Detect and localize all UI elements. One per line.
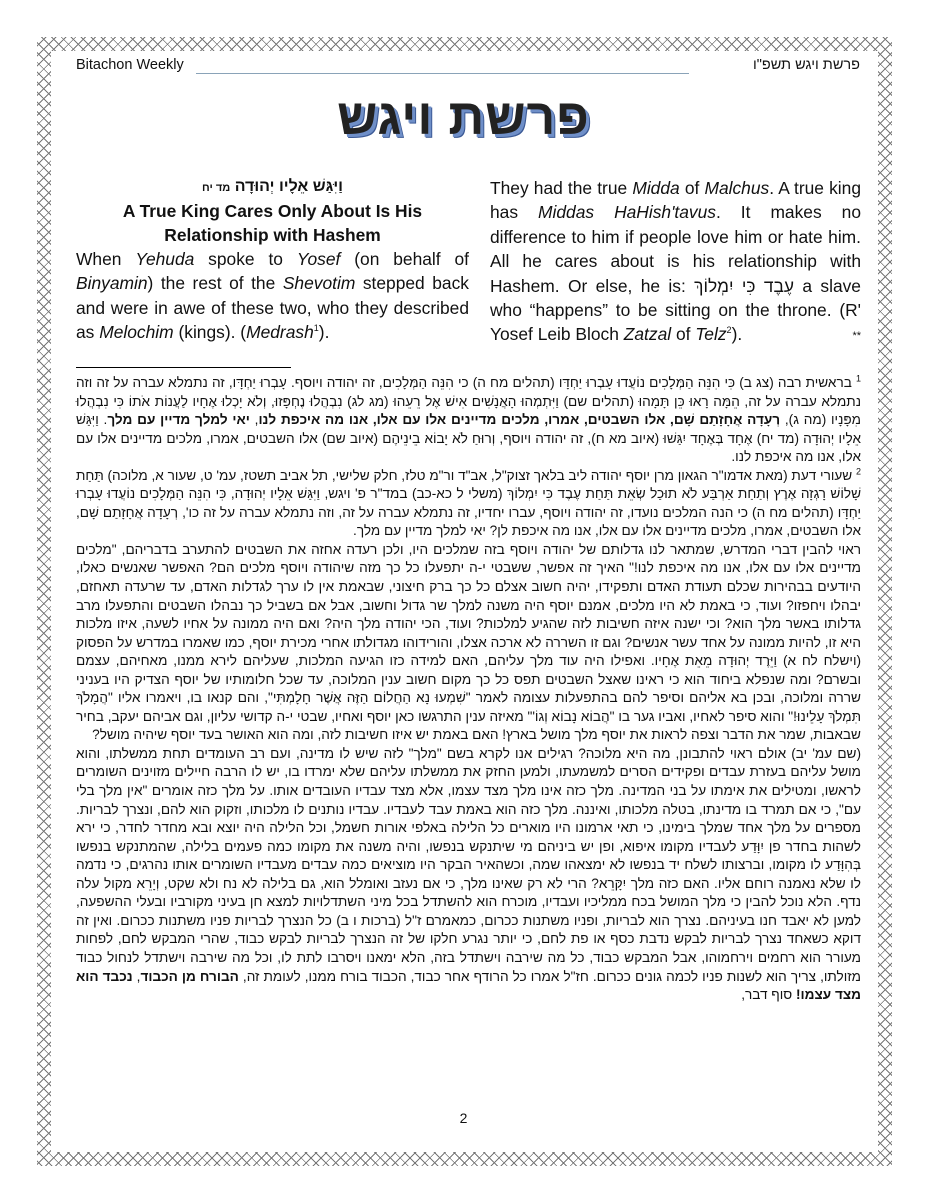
footnote-ref: 1 [855, 373, 861, 384]
text-run: , [249, 412, 259, 428]
footnote-separator [76, 367, 291, 368]
text-run: (kings). ( [173, 322, 247, 343]
text-run: a slave who “happens” to be sitting on the throne. (R' Yosef Leib Bloch [490, 275, 861, 345]
publication-name: Bitachon Weekly [76, 57, 184, 73]
text-run: (on behalf of [340, 249, 469, 269]
text-run: spoke to [194, 249, 297, 269]
footnote-2-continued [76, 541, 861, 745]
article-paragraph-right [490, 176, 861, 347]
page-number: 2 [459, 1110, 468, 1126]
footnote-2-continued [76, 745, 861, 1005]
italic-text: Middas HaHish'tavus [538, 202, 716, 223]
text-run: , [132, 968, 141, 984]
article-heading: A True King Cares Only About Is His Relationship with Hashem [122, 201, 423, 245]
footnote-ref: 2 [855, 466, 861, 477]
text-run: ) the rest of the [147, 273, 283, 294]
verse-heading [76, 176, 469, 199]
italic-text: Midda [632, 178, 680, 198]
verse-text: וַיִּגַּשׁ אֵלָיו יְהוּדָה [234, 178, 343, 195]
text-run: סוף דבר, [741, 987, 796, 1003]
bold-text: נכבד הוא מצד עצמו! [76, 968, 861, 1003]
page-title: פרשת ויגש [337, 89, 590, 145]
text-run: ראוי להבין דברי המדרש, שמתאר לנו גדלותם של יהודה ויוסף בזה שמלכים היו, ולכן רעדה אחזה את השבטים להתערב בדבריהם, "מלכים מדיינים אלו עם אלו, אנו מה איכפת לנו!" האיך זה אפשר, ששבטי י-ה יתפעלו כל כך מזה שיהודה ויוסף מלכים הם? האפשר שאנשים כאלו, היודעים בבהירות שכלם תעודת האדם ותפקידו, יהיה חשוב אצלם כל כך ברק חיצוני, שבאמת אין לו ערך לגדלות האדם, עד שרעדה תאחזם, יבהלו ויחפזו? ועוד, כי באמת לא היו מלכים, אמנם יוסף היה משנה למלך שר גדול וחשוב, אבל אם בשביל כך נבהלו השבטים והתפעלו מרב גדלותו באשר מלך הוא? וכי ישנה איזה חשיבות לזה שהגיע למלכות? ועוד, הכי יהודה מלך היה? ואם היה ממונה על אחיו לשעה, איזו מלכות היא זו, להיות ממונה על אחד עשר אנשים? וגם זו השררה לא ארכה אצלו, והורידוהו מגדולתו אחרי מכירת יוסף, כמו שאמרו במדרש על הפסוק (וישלח לח א) וַיֵּרֶד יְהוּדָה מֵאֵת אֶחָיו. ואפילו היה עוד מלך עליהם, האם למידה כזו הגיעה המלכות, שעליהם לירא ממנו, מאחיהם, עצמם ובשרם? ומה שנפלא ביחוד הוא כי ראינו שאצל השבטים תפס כל כך מקום חשוב ענין המלוכה, עד שכל חלומותיו של יוסף הצדיק היו בעניני שררה ומלוכה, ובכן בא אליהם וסיפר להם בהתפעלות עצומה לאמר "שִׁמְעוּ נָא הַחֲלוֹם הַזֶּה אֲשֶׁר חָלָמְתִּי", והם קנאו בו, ויאמרו אליו "הֲמָלֹךְ תִּמְלֹךְ עָלֵינוּ!" והוא סיפר לאחיו, ואביו גער בו "הֲבוֹא נָבוֹא וְגוֹ'" מאיזה ענין התרגשו כאן יוסף ואחיו, שבטי י-ה קדושי עליון, וגם אביהם יעקב, בחיר שבאבות, שמר את הדבר וצפה לראות את יוסף מלך מושל בארץ! האם באמת יש איזו חשיבות לזה, ומה הוא האושר בעד יוסף שיהיה מושל? [76, 541, 861, 743]
footnote-ref: 2 [726, 325, 732, 336]
header-rule [196, 73, 689, 74]
italic-text: Binyamin [76, 273, 148, 294]
footnote-2 [76, 467, 861, 541]
bold-text: הבורח מן הכבוד [140, 968, 239, 984]
text-run: . A true king has [490, 178, 861, 223]
text-run: ). [731, 324, 743, 345]
text-run: of [671, 324, 696, 345]
text-run: stepped back and were in awe of these two, who they described as [76, 273, 469, 343]
italic-text: Medrash [246, 322, 314, 343]
running-header [76, 57, 860, 79]
text-run: ). [318, 322, 330, 343]
italic-text: Zatzal [623, 324, 672, 345]
article-paragraph-left [76, 247, 469, 345]
italic-text: Malchus [704, 178, 770, 198]
hebrew-quote: עֶבֶד כִּי יִמְלוֹךְ [694, 275, 794, 296]
italic-text: Yosef [296, 249, 341, 269]
paragraph-text [490, 178, 861, 344]
parsha-date: פרשת ויגש תשפ"ו [753, 57, 860, 73]
article-left-column [76, 176, 469, 345]
text-run: They had the true [490, 178, 633, 198]
verse-reference: מד יח [202, 182, 231, 194]
footnotes [76, 374, 861, 1005]
text-run: . It makes no difference to him if people love him or hate him. All he cares about is his relationship with Hashem. Or else, he is: [490, 202, 861, 296]
italic-text: Telz [695, 324, 727, 345]
text-run: בראשית רבה (צג ב) כִּי הִנֵּה הַמְּלָכִים נוֹעֲדוּ עָבְרוּ יַחְדָּו (תהלים מח ה) כי הִנֵּה הַמְּלָכִים, זה יהודה ויוסף. עָבְרוּ יַחְדָּו, זה נתמלא עברה על זה וזה נתמלא עברה על זה, הֵמָּה רָאוּ כֵּן תָּמָהוּ (תהלים שם) וַיִּתְמְהוּ הָאֲנָשִׁים אִישׁ אֶל רֵעֵהוּ (מג לג) נִבְהֲלוּ נֶחְפָּזוּ, וְלֹא יָכְלוּ אֶחָיו לַעֲנוֹת אֹתוֹ כִּי נִבְהֲלוּ מִפָּנָיו (מה ג), [76, 375, 861, 428]
bold-text: יאי למלך מדיין עם מלך [107, 412, 250, 428]
text-run: . וַיִּגַּשׁ אֵלָיו יְהוּדָה (מד יח) אֶחָד בְּאֶחָד יִגַּשׁוּ (איוב מא ח), זה יהודה ויוסף, וְרוּחַ לֹא יָבוֹא בֵינֵיהֶם (איוב שם) אלו השבטים, אמרו, מלכים מדיינים אלו עם אלו, אנו מה איכפת לנו. [76, 412, 861, 465]
italic-text: Shevotim [282, 273, 356, 294]
end-mark: ** [852, 330, 861, 343]
text-run: of [679, 178, 705, 198]
italic-text: Yehuda [135, 249, 195, 269]
text-run: שעורי דעת (מאת אדמו"ר הגאון מרן יוסף יהודה ליב בלאך זצוק"ל, אב"ד ור"מ טלז, חלק שלישי, תל אביב תשטז, עמ' ט, שעור א, מלוכה) תַּחַת שָׁלוֹשׁ רָגְזָה אֶרֶץ וְתַחַת אַרְבַּע לֹא תוּכַל שְׂאֵת תַּחַת עֶבֶד כִּי יִמְלוֹךְ (משלי ל כא-כב) במד"ר פ' ויגש, וַיִּגַּשׁ אֵלָיו יְהוּדָה, כִּי הִנֵּה הַמְּלָכִים נוֹעֲדוּ עָבְרוּ יַחְדָּו (תהלים מח ה) כי הנה המלכים נועדו, זה יהודה ויוסף, עברו יחדיו, זה נתמלא עברה על זה, וזה נתמלא עברה על זה כו', רְעָדָה אֲחָזָתַם שָׁם, אלו השבטים, אמרו, מלכים מדיינים אלו עם אלו, אנו מה איכפת לן? יאי למלך מדיין עם מלך. [75, 467, 861, 539]
footnote-1 [76, 374, 861, 467]
text-run: When [76, 249, 136, 269]
bold-text: רְעָדָה אֲחָזָתַם שָׁם, אלו השבטים, אמרו, מלכים מדיינים אלו עם אלו, אנו מה איכפת לנו [258, 412, 781, 428]
article-right-column [490, 176, 861, 349]
text-run: (שם עמ' יב) אולם ראוי להתבונן, מה היא מלוכה? רגילים אנו לקרא בשם "מלך" לזה שיש לו מדינה, ועם רב העומדים תחת ממשלתו, והוא מושל עליהם בעזרת עבדים ופקידים הסרים למשמעתו, ולמען החזק את ממשלתו עליהם שלא ימרדו בו, יש לו הרבה חיילים מזוינים השומרים לראשו, ומטילים את אימתו על בני המדינה. מלך כזה אינו מלך מצד עצמו, אלא מצד עבדיו העובדים אותו. על מלך כזה אומרים "אין מלך בלי עם", כי אם תמרד בו מדינתו, בטלה מלכותו, ואיננה. מלך כזה הוא באמת עבד לעבדיו. עבדיו נותנים לו מלכותו, וזקוק הוא להם, ונצרך לבריות. מספרים על מלך אחד שמלך בימינו, כי תאי ארמונו היו מוארים כל הלילה באלפי אורות חשמל, וכל הלילה היה יוצא ובא מחדר לחדר, כי ירא לשהות בחדר פן יִוָּדַע לעבדיו מקומו איפוא, ופן יש ביניהם מי שיתנקש בנפשו, והיה משנה את מקומו כמה פעמים בלילה, שהמתנקש בנפשו בְּהִוָּדַע לו מקומו, וברצותו לשלח יד בנפשו לא ימצאהו שמה, וכשהאיר הבקר היו מוציאים כמה עבדים מעבדיו השומרים אותו נהרגים, כי נדמה לו שלא נאמנה רוחם אליו. האם כזה מלך יִקָּרֵא? הרי לא רק שאינו מלך, כי אם נעזב ואומלל הוא, גם בלילה לא נח ולא שקט, וְיָרֵא מקול עלה נדף. הלא נוכל להבין כי מלך המושל בכח ממליכיו ועבדיו, מוכרח הוא להשתדל בכל מיני השתדלויות למצא חן בעיני מקורביו ובעלי ההשפעה, למען לא יאבד חנו בעיניהם. נצרך הוא לבריות, ופניו משתנות ככרום, כמאמרם ז"ל (ברכות ו ב) כל הנצרך לבריות פניו משתנות ככרום. ואין זה דוקא כשאחד נצרך לבריות לבקש נדבת כסף או פת לחם, כי יותר נגרע חלקו של זה הנצרך לבריות לבקש כבוד, שהרי המבקש לחם, לפחות מעורר הוא רחמים וירחמוהו, אבל המבקש כבוד, כל מה שירבה וישתדל בזה, הלא ימאנו ויסרבו לתת לו, וכל מה שירבה וישתדל לנחול כבוד מזולתו, צריך הוא לשנות פניו לכמה גונים ככרום. חז"ל אמרו כל הרודף אחר כבוד, הכבוד בורח ממנו, לעומת זה, [76, 745, 861, 984]
footnote-ref: 1 [313, 323, 319, 334]
italic-text: Melochim [99, 322, 174, 343]
